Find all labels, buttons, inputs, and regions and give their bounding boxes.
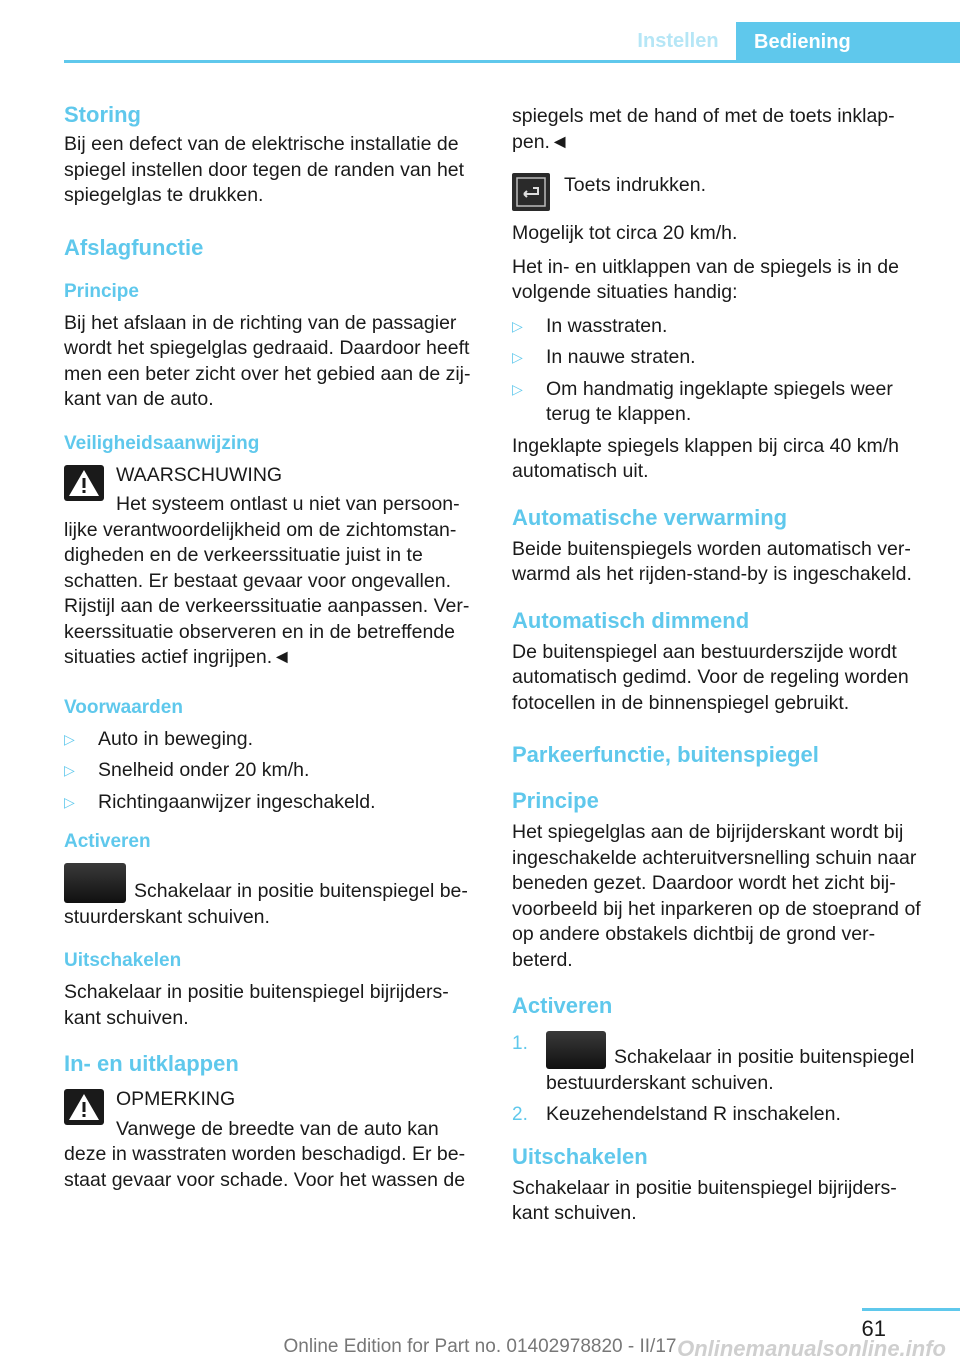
warning-body: lijke verantwoordelijkheid om de zichtomstan-digheden en de verkeerssituatie juist in te schatten. Er bestaat gevaar voor ongevallen. Rijstijl aan de verkeerssituatie aanpassen. Ver-keerssituatie observeren en in de betreffende situaties actief ingrijpen.◄ (64, 518, 470, 668)
right-column (512, 100, 930, 1227)
note-box (64, 1087, 482, 1142)
heading-automatische-verwarming: Automatische verwarming (512, 504, 788, 530)
warning-title: WAARSCHUWING (116, 463, 283, 486)
mirror-switch-icon (64, 863, 126, 903)
note-title: OPMERKING (116, 1088, 236, 1110)
key-paragraph: Toets indrukken. (512, 173, 930, 213)
edition-text: Online Edition for Part no. 01402978820 - II/17 (283, 1336, 677, 1357)
dimmend-paragraph: De buitenspiegel aan bestuurderszijde wordt automatisch gedimd. Voor de regeling worden fotocellen in de binnenspiegel gebruikt. (512, 640, 909, 714)
ingeklapt-paragraph: Ingeklapte spiegels klappen bij circa 40 km/h automatisch uit. (512, 434, 899, 482)
principe-paragraph: Het spiegelglas aan de bijrijderskant wordt bij ingeschakelde achteruitversnelling schuin naar beneden gezet. Daardoor wordt het zicht bij-voorbeeld bij het inparkeren op de stoeprand of op andere obstakels dichtbij de grond ver-beterd. (512, 821, 921, 971)
list-item: ▷ Om handmatig ingeklapte spiegels weer terug te klappen. (512, 377, 893, 425)
warning-first-line: Het systeem ontlast u niet van persoon- (116, 493, 460, 515)
warning-box (64, 463, 482, 518)
list-item: 1. Schakelaar in positie buitenspiegel bestuurderskant schuiven. (512, 1033, 915, 1094)
list-item: ▷ Snelheid onder 20 km/h. (64, 759, 310, 781)
heading-activeren: Activeren (64, 831, 151, 852)
heading-principe: Principe (512, 788, 599, 813)
speed-paragraph: Mogelijk tot circa 20 km/h. (512, 222, 738, 244)
list-item: 2. Keuzehendelstand R inschakelen. (512, 1103, 841, 1125)
heading-activeren: Activeren (512, 993, 613, 1018)
list-item: ▷ In nauwe straten. (512, 346, 696, 368)
heading-afslagfunctie: Afslagfunctie (64, 234, 204, 260)
note-body: deze in wasstraten worden beschadigd. Er be-staat gevaar voor schade. Voor het wassen de (64, 1143, 466, 1191)
principe-paragraph: Bij het afslaan in de richting van de passagier wordt het spiegelglas gedraaid. Daardoor heeft men een beter zicht over het gebied aan de zij-kant van de auto. (64, 311, 471, 410)
activeren-paragraph: Schakelaar in positie buitenspiegel be-stuurderskant schuiven. (64, 863, 482, 930)
uitschakelen-paragraph: Schakelaar in positie buitenspiegel bijrijders-kant schuiven. (512, 1176, 897, 1224)
handig-paragraph: Het in- en uitklappen van de spiegels is in de volgende situaties handig: (512, 255, 899, 303)
mirror-fold-key-icon (512, 173, 550, 211)
heading-voorwaarden: Voorwaarden (64, 696, 183, 718)
tab-instellen[interactable]: Instellen (637, 30, 719, 52)
list-item: ▷ Auto in beweging. (64, 727, 254, 750)
watermark: Onlinemanualsonline.info (677, 1336, 946, 1361)
heading-uitschakelen: Uitschakelen (512, 1143, 648, 1169)
page-number: 61 (861, 1316, 886, 1341)
warning-icon (64, 1089, 104, 1125)
tab-bediening[interactable]: Bediening (736, 22, 960, 63)
storing-paragraph: Bij een defect van de elektrische installatie de spiegel instellen door tegen de randen van het spiegelglas te drukken. (64, 133, 465, 206)
footer-rule (862, 1308, 960, 1311)
activeren-steps (512, 1031, 930, 1128)
voorwaarden-list (64, 727, 482, 816)
heading-uitschakelen: Uitschakelen (64, 950, 182, 971)
heading-in-en-uitklappen: In- en uitklappen (64, 1051, 239, 1076)
list-item: ▷ In wasstraten. (512, 314, 668, 337)
warning-icon (64, 465, 104, 501)
heading-veiligheidsaanwijzing: Veiligheidsaanwijzing (64, 432, 260, 454)
note-first-line: Vanwege de breedte van de auto kan (116, 1117, 439, 1140)
list-item: ▷ Richtingaanwijzer ingeschakeld. (64, 790, 376, 813)
continued-paragraph: spiegels met de hand of met de toets inklap-pen.◄ (512, 105, 895, 153)
heading-automatisch-dimmend: Automatisch dimmend (512, 607, 750, 633)
verwarming-paragraph: Beide buitenspiegels worden automatisch ver-warmd als het rijden-stand-by is ingeschakeld. (512, 537, 912, 585)
heading-principe: Principe (64, 280, 139, 302)
mirror-switch-icon (546, 1031, 606, 1069)
handig-list (512, 314, 930, 428)
uitschakelen-paragraph: Schakelaar in positie buitenspiegel bijrijders-kant schuiven. (64, 981, 449, 1029)
left-column (64, 100, 482, 1193)
heading-storing: Storing (64, 102, 141, 127)
header-rule (64, 60, 960, 63)
heading-parkeerfunctie: Parkeerfunctie, buitenspiegel (512, 742, 819, 767)
